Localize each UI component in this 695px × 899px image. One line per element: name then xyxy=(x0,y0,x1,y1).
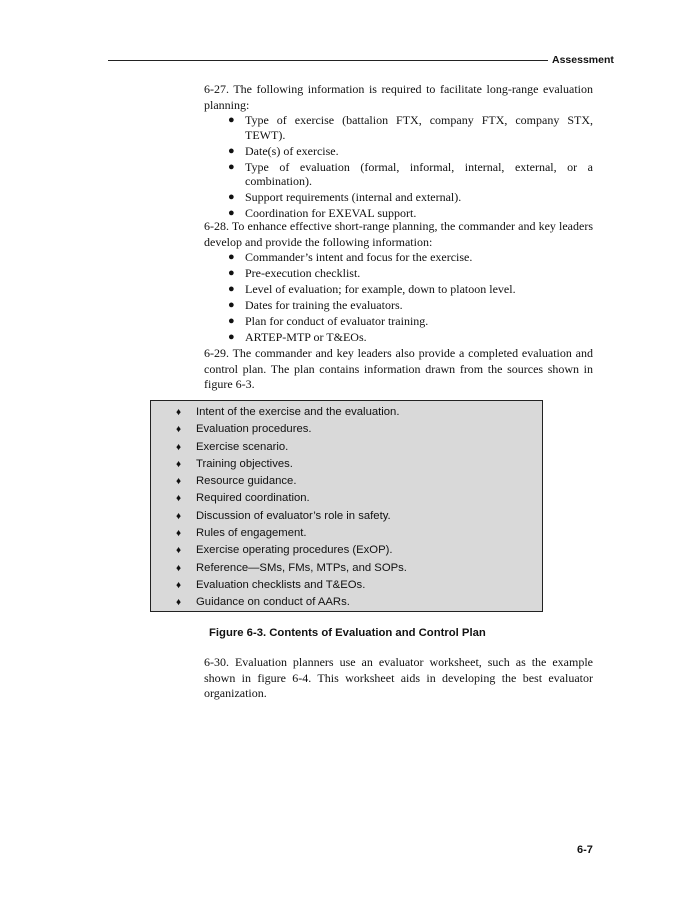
list-item: ● Commander’s intent and focus for the exercise. xyxy=(228,250,473,264)
paragraph-text: 6-28. To enhance effective short-range planning, the commander and key leaders develop and provide the following information: xyxy=(204,219,593,249)
bullet-list xyxy=(204,250,593,345)
paragraph-text: 6-27. The following information is required to facilitate long-range evaluation planning: xyxy=(204,82,593,112)
figure-list-item: ♦ Evaluation checklists and T&EOs. xyxy=(151,577,542,594)
list-item: ● Support requirements (internal and external). xyxy=(228,190,462,205)
diamond-icon: ♦ xyxy=(176,597,182,609)
list-item: ● Type of exercise (battalion FTX, company FTX, company STX, TEWT). xyxy=(228,113,593,142)
figure-list-item: ♦ Intent of the exercise and the evaluation. xyxy=(151,404,542,421)
list-item: ● Coordination for EXEVAL support. xyxy=(228,206,417,221)
figure-list-item: ♦ Exercise scenario. xyxy=(151,439,542,456)
bullet-icon: ● xyxy=(228,144,235,157)
list-item: ● Plan for conduct of evaluator training. xyxy=(228,314,429,329)
figure-list-item: ♦ Rules of engagement. xyxy=(151,525,542,542)
paragraph-6-30 xyxy=(204,655,593,702)
figure-list-item: ♦ Resource guidance. xyxy=(151,473,542,490)
list-item: ● Pre-execution checklist. xyxy=(228,266,361,281)
list-item: ● ARTEP-MTP or T&EOs. xyxy=(228,330,367,345)
figure-list-item: ♦ Evaluation procedures. xyxy=(151,421,542,438)
figure-list xyxy=(151,404,542,612)
figure-list-item: ♦ Exercise operating procedures (ExOP). xyxy=(151,542,542,559)
figure-list-item: ♦ Training objectives. xyxy=(151,456,542,473)
list-item: ● Type of evaluation (formal, informal, internal, external, or a combination). xyxy=(228,159,593,189)
list-item: ● Date(s) of exercise. xyxy=(228,143,339,158)
list-item: ● Level of evaluation; for example, down to platoon level. xyxy=(228,282,516,297)
diamond-icon: ♦ xyxy=(176,424,182,436)
bullet-icon: ● xyxy=(228,315,235,328)
paragraph-6-27 xyxy=(204,82,593,222)
page-number: 6-7 xyxy=(577,844,593,856)
diamond-icon: ♦ xyxy=(176,510,182,522)
bullet-icon: ● xyxy=(228,114,235,126)
diamond-icon: ♦ xyxy=(176,493,182,505)
diamond-icon: ♦ xyxy=(176,441,182,453)
bullet-icon: ● xyxy=(228,267,235,280)
figure-caption: Figure 6-3. Contents of Evaluation and Control Plan xyxy=(209,627,486,639)
paragraph-text: 6-30. Evaluation planners use an evaluator worksheet, such as the example shown in figure 6-4. This worksheet aids in developing the best evaluator organization. xyxy=(204,655,593,700)
figure-6-3-box xyxy=(150,400,543,612)
diamond-icon: ♦ xyxy=(176,476,182,488)
diamond-icon: ♦ xyxy=(176,579,182,591)
paragraph-6-29 xyxy=(204,346,593,393)
diamond-icon: ♦ xyxy=(176,545,182,557)
bullet-list xyxy=(204,113,593,221)
diamond-icon: ♦ xyxy=(176,562,182,574)
bullet-icon: ● xyxy=(228,283,235,296)
figure-list-item: ♦ Required coordination. xyxy=(151,490,542,507)
bullet-icon: ● xyxy=(228,160,235,173)
bullet-icon: ● xyxy=(228,331,235,344)
figure-list-item: ♦ Discussion of evaluator’s role in safety. xyxy=(151,508,542,525)
running-header: Assessment xyxy=(552,54,614,66)
bullet-icon: ● xyxy=(228,207,235,220)
bullet-icon: ● xyxy=(228,191,235,204)
diamond-icon: ♦ xyxy=(176,458,182,470)
figure-list-item: ♦ Guidance on conduct of AARs. xyxy=(151,594,542,611)
header-rule xyxy=(108,60,548,61)
list-item: ● Dates for training the evaluators. xyxy=(228,298,403,313)
paragraph-6-28 xyxy=(204,219,593,347)
diamond-icon: ♦ xyxy=(176,407,182,418)
diamond-icon: ♦ xyxy=(176,528,182,540)
bullet-icon: ● xyxy=(228,299,235,312)
figure-list-item: ♦ Reference—SMs, FMs, MTPs, and SOPs. xyxy=(151,560,542,577)
bullet-icon: ● xyxy=(228,251,235,263)
paragraph-text: 6-29. The commander and key leaders also provide a completed evaluation and control plan. The plan contains information drawn from the sources shown in figure 6-3. xyxy=(204,346,593,391)
